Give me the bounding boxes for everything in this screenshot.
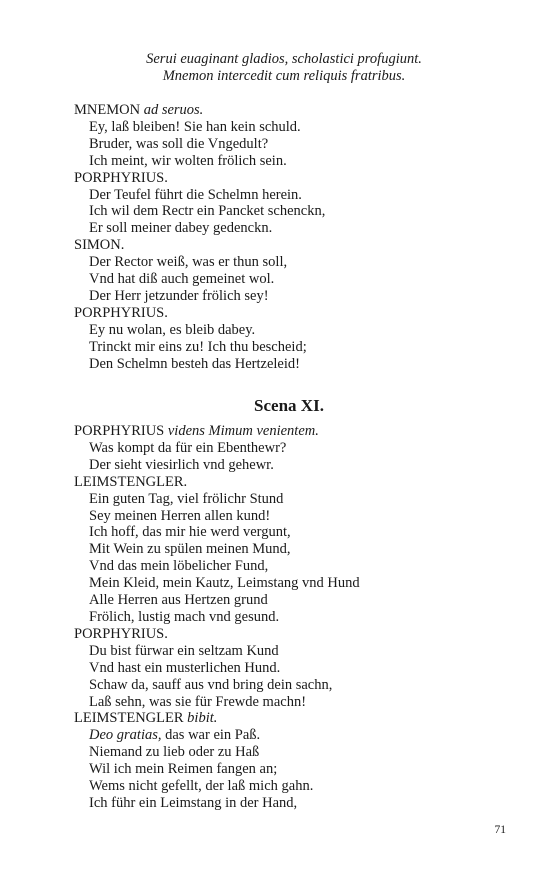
scene-heading: Scena XI.	[254, 396, 324, 415]
verse-line	[74, 271, 504, 288]
verse-line	[74, 744, 504, 761]
speaker-name	[74, 474, 504, 491]
verse-line	[74, 677, 504, 694]
verse-line	[74, 187, 504, 204]
speaker-label: MNEMON	[74, 102, 141, 118]
verse-line	[74, 457, 504, 474]
stage-direction-line: Mnemon intercedit cum reliquis fratribus.	[162, 68, 406, 84]
verse-text: Mit Wein zu spülen meinen Mund,	[89, 541, 291, 558]
latin-phrase: Deo gratias,	[89, 727, 162, 744]
verse-text: Laß sehn, was sie für Frewde machn!	[89, 693, 307, 710]
stage-note: videns Mimum venientem.	[164, 423, 319, 439]
speaker-label: PORPHYRIUS.	[74, 169, 168, 186]
speaker-name	[74, 305, 504, 322]
speaker-name	[74, 626, 504, 643]
speaker-label: PORPHYRIUS.	[74, 304, 168, 321]
verse-text: Ich wil dem Rectr ein Pancket schenckn,	[89, 203, 326, 220]
verse-line	[74, 575, 504, 592]
verse-line	[74, 795, 504, 812]
page-number: 71	[494, 824, 506, 836]
speaker-name	[74, 237, 504, 254]
verse-line	[74, 322, 504, 339]
verse-text: Den Schelmn besteh das Hertzeleid!	[89, 355, 300, 372]
verse-line	[74, 136, 504, 153]
speaker-name	[74, 423, 504, 440]
verse-line	[74, 203, 504, 220]
verse-text: Alle Herren aus Hertzen grund	[89, 592, 268, 609]
speaker-name	[74, 710, 504, 727]
verse-line	[74, 727, 504, 744]
verse-text: Frölich, lustig mach vnd gesund.	[89, 608, 280, 625]
verse-line	[74, 660, 504, 677]
verse-line	[74, 491, 504, 508]
verse-text: das war ein Paß.	[161, 727, 261, 744]
verse-line	[74, 119, 504, 136]
stage-direction	[74, 51, 494, 85]
stage-direction-line: Serui euaginant gladios, scholastici profugiunt.	[146, 51, 422, 67]
verse-text: Ey, laß bleiben! Sie han kein schuld.	[89, 118, 301, 135]
verse-line	[74, 778, 504, 795]
verse-text: Ich führ ein Leimstang in der Hand,	[89, 794, 298, 811]
verse-line	[74, 356, 504, 373]
verse-text: Vnd das mein löbelicher Fund,	[89, 558, 269, 575]
verse-text: Bruder, was soll die Vngedult?	[89, 135, 269, 152]
verse-text: Der Rector weiß, was er thun soll,	[89, 254, 288, 271]
verse-line	[74, 220, 504, 237]
verse-line	[74, 761, 504, 778]
verse-line	[74, 524, 504, 541]
verse-text: Der Teufel führt die Schelmn herein.	[89, 186, 302, 203]
verse-line	[74, 694, 504, 711]
verse-text: Vnd hat diß auch gemeinet wol.	[89, 271, 275, 288]
verse-text: Er soll meiner dabey gedenckn.	[89, 220, 273, 237]
verse-line	[74, 153, 504, 170]
verse-text: Der sieht viesirlich vnd gehewr.	[89, 456, 274, 473]
verse-line	[74, 440, 504, 457]
verse-text: Wems nicht gefellt, der laß mich gahn.	[89, 778, 314, 795]
verse-text: Wil ich mein Reimen fangen an;	[89, 761, 278, 778]
verse-text: Der Herr jetzunder frölich sey!	[89, 287, 269, 304]
verse-text: Ein guten Tag, viel frölichr Stund	[89, 490, 284, 507]
speaker-label: SIMON.	[74, 237, 125, 254]
verse-line	[74, 541, 504, 558]
speaker-label: PORPHYRIUS.	[74, 625, 168, 642]
verse-line	[74, 254, 504, 271]
dialogue-block-scene-xi	[74, 423, 504, 812]
stage-note: bibit.	[183, 710, 218, 727]
verse-text: Ey nu wolan, es bleib dabey.	[89, 321, 256, 338]
dialogue-block-scene-x	[74, 102, 504, 373]
speaker-label: PORPHYRIUS	[74, 423, 165, 439]
verse-text: Vnd hast ein musterlichen Hund.	[89, 659, 281, 676]
verse-line	[74, 339, 504, 356]
verse-text: Mein Kleid, mein Kautz, Leimstang vnd Hund	[89, 575, 360, 592]
verse-text: Was kompt da für ein Ebenthewr?	[89, 439, 287, 456]
verse-line	[74, 288, 504, 305]
verse-text: Trinckt mir eins zu! Ich thu bescheid;	[89, 338, 307, 355]
verse-text: Ich meint, wir wolten frölich sein.	[89, 152, 287, 169]
verse-text: Sey meinen Herren allen kund!	[89, 507, 271, 524]
verse-line	[74, 508, 504, 525]
verse-line	[74, 558, 504, 575]
verse-text: Ich hoff, das mir hie werd vergunt,	[89, 524, 291, 541]
verse-line	[74, 643, 504, 660]
verse-text: Niemand zu lieb oder zu Haß	[89, 744, 260, 761]
verse-text: Du bist fürwar ein seltzam Kund	[89, 642, 279, 659]
speaker-label: LEIMSTENGLER	[74, 710, 184, 727]
speaker-name	[74, 102, 504, 119]
verse-text: Schaw da, sauff aus vnd bring dein sachn,	[89, 676, 333, 693]
speaker-name	[74, 170, 504, 187]
speaker-label: LEIMSTENGLER.	[74, 473, 188, 490]
stage-note: ad seruos.	[140, 102, 204, 118]
verse-line	[74, 592, 504, 609]
verse-line	[74, 609, 504, 626]
